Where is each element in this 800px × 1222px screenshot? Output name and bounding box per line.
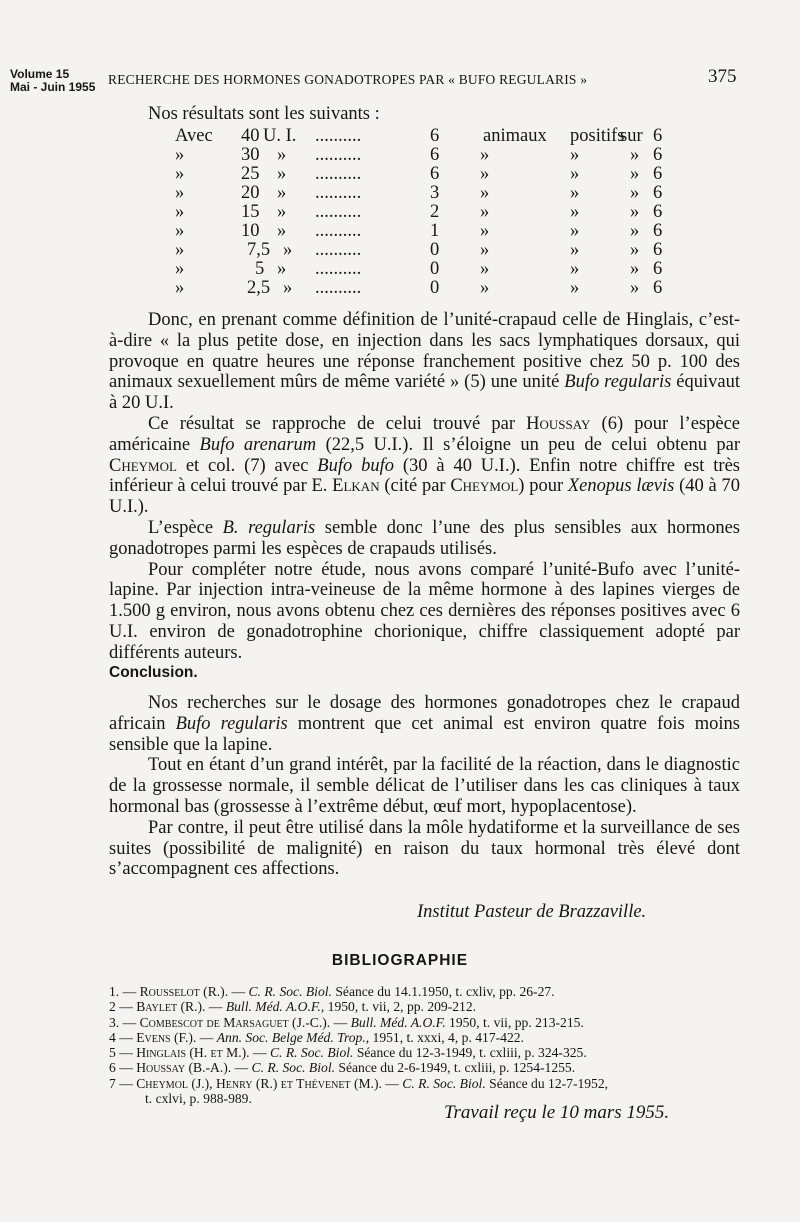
results-cell-w1: » bbox=[480, 183, 490, 203]
results-cell-w3: » bbox=[630, 145, 640, 165]
results-cell-dose: 10 bbox=[241, 221, 260, 241]
results-cell-dose: 40 bbox=[241, 126, 260, 146]
results-cell-prefix: » bbox=[175, 221, 185, 241]
paragraph: Pour compléter notre étude, nous avons comparé l’unité-Bufo avec l’unité-lapine. Par injection intra-veineuse de la même hormone à des lapines vierges de 1.500 g environ, nous avons obtenu chez ces dernières des réponses positives avec 6 U.I. environ de gonadotrophine chorionique, chiffre classiquement adopté par différents auteurs. bbox=[109, 559, 740, 663]
ref-journal: C. R. Soc. Biol. bbox=[251, 1060, 335, 1076]
ref-author: Baylet (R.). bbox=[136, 999, 206, 1015]
results-cell-dose: 30 bbox=[241, 145, 260, 165]
bibliography-entry: 5 — Hinglais (H. et M.). — C. R. Soc. Biol. Séance du 12-3-1949, t. cxliii, p. 324-325. bbox=[109, 1045, 587, 1061]
results-cell-dots: .......... bbox=[315, 202, 362, 222]
running-title: RECHERCHE DES HORMONES GONADOTROPES PAR « BUFO REGULARIS » bbox=[108, 72, 588, 87]
results-cell-dots: .......... bbox=[315, 164, 362, 184]
results-cell-prefix: » bbox=[175, 183, 185, 203]
ref-num: 5 bbox=[109, 1045, 116, 1061]
results-cell-prefix: » bbox=[175, 240, 185, 260]
volume-info bbox=[10, 68, 95, 94]
results-cell-dose: 5 bbox=[255, 259, 265, 279]
ref-author: Evens (F.). bbox=[136, 1029, 197, 1045]
results-cell-total: 6 bbox=[653, 240, 663, 260]
bibliography-entry: 4 — Evens (F.). — Ann. Soc. Belge Méd. Trop., 1951, t. xxxi, 4, p. 417-422. bbox=[109, 1029, 524, 1045]
results-cell-w2: » bbox=[570, 145, 580, 165]
ref-journal: C. R. Soc. Biol. bbox=[269, 1045, 354, 1061]
results-cell-count: 1 bbox=[430, 221, 440, 241]
results-cell-count: 6 bbox=[430, 126, 440, 146]
results-cell-count: 6 bbox=[430, 145, 440, 165]
results-cell-dose: 15 bbox=[241, 202, 260, 222]
results-cell-w3: » bbox=[630, 240, 640, 260]
results-cell-total: 6 bbox=[653, 278, 663, 298]
results-cell-w1: animaux bbox=[483, 126, 547, 146]
institution-signature: Institut Pasteur de Brazzaville. bbox=[417, 902, 647, 922]
bibliography-entry: 7 — Cheymol (J.), Henry (R.) et Thévenet (M.). — C. R. Soc. Biol. Séance du 12-7-1952, bbox=[109, 1075, 609, 1091]
results-cell-total: 6 bbox=[653, 126, 663, 146]
results-cell-w2: » bbox=[570, 183, 580, 203]
ref-journal: Bull. Méd. A.O.F. bbox=[350, 1014, 446, 1030]
results-cell-dose: 20 bbox=[241, 183, 260, 203]
results-cell-count: 0 bbox=[430, 240, 440, 260]
results-cell-unit: » bbox=[277, 145, 287, 165]
ref-rest: Séance du 2-6-1949, t. cxliii, p. 1254-1255. bbox=[338, 1060, 576, 1076]
ref-num: 7 bbox=[109, 1075, 116, 1091]
ref-num: 2 bbox=[109, 999, 116, 1015]
results-cell-total: 6 bbox=[653, 202, 663, 222]
ref-num: 1. bbox=[109, 984, 120, 999]
results-cell-unit: » bbox=[277, 259, 287, 279]
ref-author: Hinglais (H. et M.). bbox=[136, 1045, 250, 1061]
results-cell-w1: » bbox=[480, 259, 490, 279]
paragraph: Tout en étant d’un grand intérêt, par la facilité de la réaction, dans le diagnostic de la grossesse normale, il semble délicat de l’utiliser dans les cas cliniques à taux hormonal bas (grossesse à l’extrême début, œuf mort, hypoplacentose). bbox=[109, 755, 740, 817]
ref-num: 4 bbox=[109, 1029, 116, 1045]
results-cell-total: 6 bbox=[653, 164, 663, 184]
results-cell-w3: » bbox=[630, 202, 640, 222]
results-cell-total: 6 bbox=[653, 221, 663, 241]
results-cell-total: 6 bbox=[653, 183, 663, 203]
bibliography-entry: 3. — Combescot de Marsaguet (J.-C.). — Bull. Méd. A.O.F. 1950, t. vii, pp. 213-215. bbox=[109, 1014, 584, 1030]
results-cell-w1: » bbox=[480, 278, 490, 298]
discussion-section bbox=[109, 310, 740, 664]
results-cell-dots: .......... bbox=[315, 278, 362, 298]
bibliography-entry-continuation: t. cxlvi, p. 988-989. bbox=[145, 1091, 252, 1107]
ref-rest: Séance du 14.1.1950, t. cxliv, pp. 26-27. bbox=[335, 984, 555, 999]
results-cell-dots: .......... bbox=[315, 221, 362, 241]
ref-rest: Séance du 12-3-1949, t. cxliii, p. 324-325. bbox=[356, 1045, 587, 1061]
page-number: 375 bbox=[708, 66, 737, 87]
results-cell-w2: » bbox=[570, 278, 580, 298]
volume-label: Volume 15 bbox=[10, 67, 70, 81]
paragraph: L’espèce B. regularis semble donc l’une des plus sensibles aux hormones gonadotropes parmi les espèces de crapauds utilisés. bbox=[109, 517, 740, 559]
bibliography-entry: 1. — Rousselot (R.). — C. R. Soc. Biol. Séance du 14.1.1950, t. cxliv, pp. 26-27. bbox=[109, 984, 555, 999]
results-cell-prefix: » bbox=[175, 202, 185, 222]
results-cell-dose: 2,5 bbox=[247, 278, 271, 298]
results-cell-total: 6 bbox=[653, 145, 663, 165]
results-cell-w3: » bbox=[630, 259, 640, 279]
results-cell-dose: 25 bbox=[241, 164, 260, 184]
ref-author: Rousselot (R.). bbox=[139, 984, 229, 999]
results-cell-unit: » bbox=[277, 202, 287, 222]
results-cell-unit: » bbox=[277, 221, 287, 241]
results-cell-w2: » bbox=[570, 164, 580, 184]
paragraph: Donc, en prenant comme définition de l’unité-crapaud celle de Hinglais, c’est-à-dire « la plus petite dose, en injection dans les sacs lymphatiques dorsaux, qui provoque en quatre heures une réponse franchement positive chez 50 p. 100 des animaux sexuellement mûrs de même variété » (5) une unité Bufo regularis équivaut à 20 U.I. bbox=[109, 310, 740, 414]
received-date: Travail reçu le 10 mars 1955. bbox=[444, 1102, 670, 1123]
results-cell-count: 0 bbox=[430, 259, 440, 279]
results-cell-w1: » bbox=[480, 202, 490, 222]
results-cell-w3: » bbox=[630, 183, 640, 203]
bibliography-entry: 6 — Houssay (B.-A.). — C. R. Soc. Biol. Séance du 2-6-1949, t. cxliii, p. 1254-1255. bbox=[109, 1060, 576, 1076]
ref-rest: 1950, t. vii, 2, pp. 209-212. bbox=[327, 999, 477, 1015]
paragraph: Nos recherches sur le dosage des hormones gonadotropes chez le crapaud africain Bufo regularis montrent que cet animal est environ quatre fois moins sensible que la lapine. bbox=[109, 693, 741, 755]
results-cell-count: 3 bbox=[430, 183, 440, 203]
results-cell-prefix: » bbox=[175, 164, 185, 184]
results-cell-dots: .......... bbox=[315, 259, 362, 279]
results-cell-dots: .......... bbox=[315, 126, 362, 146]
ref-author: Houssay (B.-A.). bbox=[136, 1060, 232, 1076]
conclusion-heading: Conclusion. bbox=[109, 664, 198, 681]
ref-journal: Bull. Méd. A.O.F., bbox=[225, 999, 325, 1015]
results-cell-unit: » bbox=[277, 183, 287, 203]
paragraph: Ce résultat se rapproche de celui trouvé par Houssay (6) pour l’espèce américaine Bufo arenarum (22,5 U.I.). Il s’éloigne un peu de celui obtenu par Cheymol et col. (7) avec Bufo bufo (30 à 40 U.I.). Enfin notre chiffre est très inférieur à celui trouvé par E. Elkan (cité par Cheymol) pour Xenopus lævis (40 à 70 U.I.). bbox=[109, 413, 741, 518]
ref-author: Cheymol (J.), Henry (R.) et Thévenet (M.). bbox=[136, 1075, 382, 1091]
bibliography-heading: BIBLIOGRAPHIE bbox=[331, 952, 469, 969]
results-cell-w3: sur bbox=[620, 126, 643, 146]
results-cell-w3: » bbox=[630, 278, 640, 298]
results-cell-w3: » bbox=[630, 221, 640, 241]
results-cell-w1: » bbox=[480, 240, 490, 260]
results-cell-w1: » bbox=[480, 164, 490, 184]
results-cell-unit: » bbox=[283, 240, 293, 260]
results-cell-w1: » bbox=[480, 145, 490, 165]
bibliography-entry: 2 — Baylet (R.). — Bull. Méd. A.O.F., 1950, t. vii, 2, pp. 209-212. bbox=[109, 999, 477, 1015]
results-cell-w1: » bbox=[480, 221, 490, 241]
ref-rest: Séance du 12-7-1952, bbox=[489, 1075, 609, 1091]
paragraph: Par contre, il peut être utilisé dans la môle hydatiforme et la surveillance de ses suites (possibilité de malignité) en raison du taux hormonal très élevé dont s’accompagnent ces affections. bbox=[109, 817, 740, 880]
conclusion-section bbox=[109, 693, 740, 880]
ref-author: Combescot de Marsaguet (J.-C.). bbox=[139, 1014, 331, 1030]
results-cell-w2: » bbox=[570, 259, 580, 279]
results-cell-total: 6 bbox=[653, 259, 663, 279]
results-cell-w2: » bbox=[570, 221, 580, 241]
results-cell-w3: » bbox=[630, 164, 640, 184]
results-cell-dots: .......... bbox=[315, 145, 362, 165]
results-cell-w2: » bbox=[570, 240, 580, 260]
ref-journal: Ann. Soc. Belge Méd. Trop., bbox=[216, 1029, 370, 1045]
results-cell-count: 2 bbox=[430, 202, 440, 222]
results-intro: Nos résultats sont les suivants : bbox=[148, 104, 380, 124]
ref-journal: C. R. Soc. Biol. bbox=[248, 984, 332, 999]
ref-num: 3. bbox=[109, 1014, 120, 1030]
ref-rest: 1951, t. xxxi, 4, p. 417-422. bbox=[372, 1029, 524, 1045]
results-cell-count: 6 bbox=[430, 164, 440, 184]
ref-journal: C. R. Soc. Biol. bbox=[402, 1075, 486, 1091]
results-cell-unit: » bbox=[277, 164, 287, 184]
results-cell-prefix: » bbox=[175, 278, 185, 298]
results-cell-dots: .......... bbox=[315, 240, 362, 260]
results-cell-dots: .......... bbox=[315, 183, 362, 203]
results-cell-w2: positifs bbox=[570, 126, 625, 146]
ref-num: 6 bbox=[109, 1060, 116, 1076]
bibliography-list bbox=[109, 984, 749, 1106]
results-cell-prefix: Avec bbox=[175, 126, 213, 146]
results-cell-unit: » bbox=[283, 278, 293, 298]
results-cell-prefix: » bbox=[175, 259, 185, 279]
results-cell-count: 0 bbox=[430, 278, 440, 298]
results-cell-prefix: » bbox=[175, 145, 185, 165]
results-cell-unit: U. I. bbox=[263, 126, 297, 146]
ref-rest: 1950, t. vii, pp. 213-215. bbox=[449, 1014, 584, 1030]
issue-date: Mai - Juin 1955 bbox=[10, 80, 96, 94]
results-cell-dose: 7,5 bbox=[247, 240, 271, 260]
results-cell-w2: » bbox=[570, 202, 580, 222]
